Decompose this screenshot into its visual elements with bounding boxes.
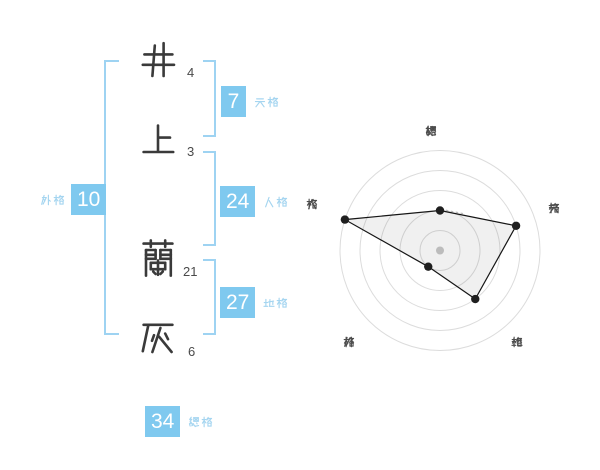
radar-plot — [300, 110, 590, 370]
chikaku-bracket — [203, 259, 216, 335]
name-char-1 — [138, 40, 178, 80]
radar-data-polygon — [345, 211, 516, 300]
kaku-row-gaikaku — [40, 184, 106, 215]
jinkaku-label — [263, 196, 288, 208]
radar-chart — [300, 110, 590, 370]
soukaku-label — [188, 416, 213, 428]
kaku-row-chikaku — [220, 287, 288, 318]
jinkaku-bracket — [203, 151, 216, 246]
radar-data-point — [512, 222, 520, 230]
radar-data-point — [424, 262, 432, 270]
tenkaku-label — [254, 96, 279, 108]
stroke-count-3: 21 — [183, 264, 198, 279]
radar-data-point — [471, 295, 479, 303]
gaikaku-value-badge: 10 — [71, 184, 106, 215]
soukaku-value-badge: 34 — [145, 406, 180, 437]
gaikaku-label — [40, 194, 65, 206]
tenkaku-value-badge: 7 — [221, 86, 246, 117]
chikaku-value-badge: 27 — [220, 287, 255, 318]
name-char-2 — [138, 120, 178, 160]
stroke-count-2: 3 — [187, 144, 195, 159]
kaku-row-soukaku — [145, 406, 213, 437]
stroke-count-1: 4 — [187, 65, 195, 80]
chikaku-label — [263, 297, 288, 309]
radar-data-point — [436, 206, 444, 214]
radar-data-point — [341, 215, 349, 223]
jinkaku-value-badge: 24 — [220, 186, 255, 217]
stroke-count-4: 6 — [188, 344, 196, 359]
kaku-row-tenkaku — [221, 86, 279, 117]
name-char-4 — [138, 316, 178, 356]
tenkaku-bracket — [203, 60, 216, 137]
name-char-3 — [138, 238, 178, 278]
kaku-row-jinkaku — [220, 186, 288, 217]
